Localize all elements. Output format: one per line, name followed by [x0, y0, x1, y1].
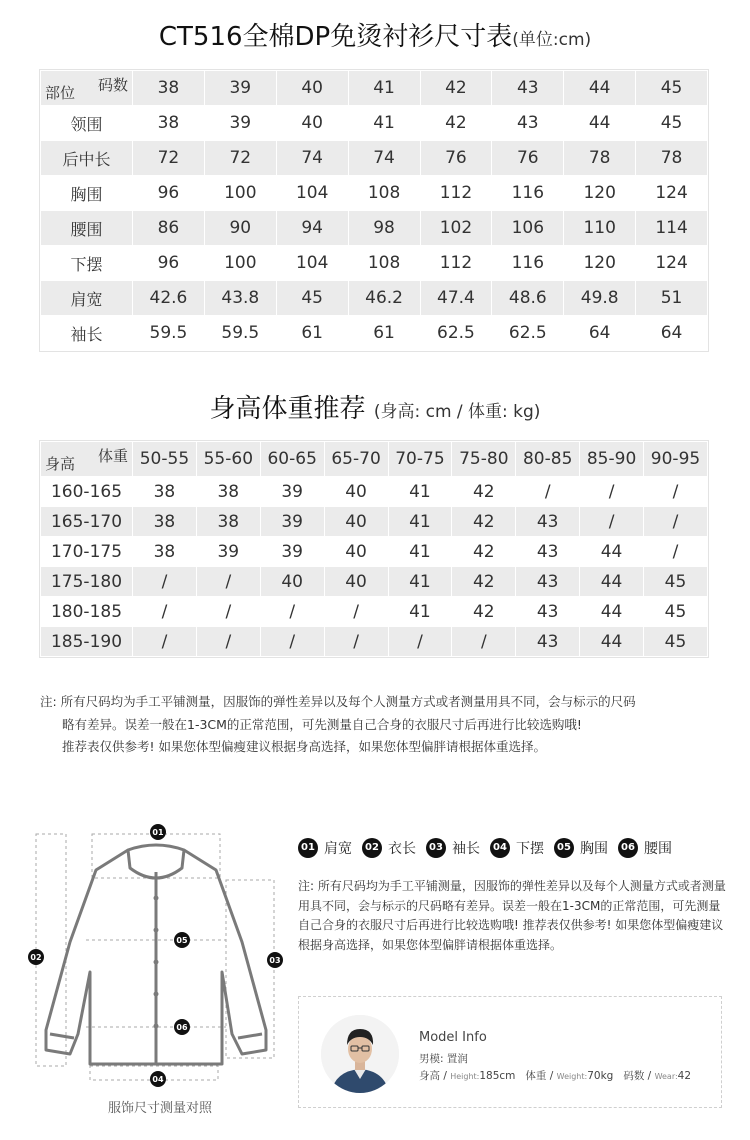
table-cell: 43 [516, 567, 580, 597]
size-header-cell: 43 [492, 71, 564, 106]
row-label: 下摆 [41, 246, 133, 281]
legend-number-badge: 01 [298, 838, 318, 858]
table-cell: / [644, 507, 708, 537]
table-cell: 41 [388, 537, 452, 567]
table-cell: 42 [452, 597, 516, 627]
table-cell: 43 [516, 507, 580, 537]
table-cell: 40 [276, 106, 348, 141]
table-cell: 43 [492, 106, 564, 141]
table-cell: 43 [516, 597, 580, 627]
legend-item [490, 838, 544, 858]
table-cell: 74 [348, 141, 420, 176]
table-cell: 100 [204, 176, 276, 211]
svg-text:05: 05 [176, 936, 188, 945]
table-cell: 108 [348, 246, 420, 281]
table-cell: 124 [636, 246, 708, 281]
row-label: 袖长 [41, 316, 133, 351]
model-info-card [298, 996, 722, 1108]
table-cell: 76 [492, 141, 564, 176]
size-header-cell: 38 [133, 71, 205, 106]
table-row [41, 141, 708, 176]
row-label: 175-180 [41, 567, 133, 597]
table-cell: 41 [388, 507, 452, 537]
marker-03 [267, 952, 283, 968]
table-cell: / [133, 597, 197, 627]
marker-02 [28, 949, 44, 965]
weight-header-cell: 50-55 [133, 442, 197, 477]
size-header-cell: 42 [420, 71, 492, 106]
table-cell: 112 [420, 176, 492, 211]
table-row [41, 176, 708, 211]
height-weight-title: 身高体重推荐 (身高: cm / 体重: kg) [209, 394, 541, 424]
svg-text:03: 03 [269, 956, 281, 965]
legend-label: 下摆 [516, 841, 544, 857]
table-row [41, 627, 708, 657]
corner-weight-label: 体重 [97, 447, 128, 465]
table-cell: 72 [133, 141, 205, 176]
rec-header-row [41, 442, 708, 477]
table-cell: / [324, 627, 388, 657]
table-cell: 76 [420, 141, 492, 176]
table-cell: 116 [492, 176, 564, 211]
table-cell: 94 [276, 211, 348, 246]
table-cell: 39 [196, 537, 260, 567]
marker-04 [150, 1071, 166, 1087]
table-cell: 98 [348, 211, 420, 246]
table-cell: 120 [564, 246, 636, 281]
table-cell: / [260, 627, 324, 657]
table-cell: 45 [644, 627, 708, 657]
table-cell: 61 [348, 316, 420, 351]
table-cell: 96 [133, 246, 205, 281]
row-label: 后中长 [41, 141, 133, 176]
table-row [41, 507, 708, 537]
table-cell: 64 [636, 316, 708, 351]
size-header-cell: 41 [348, 71, 420, 106]
model-photo [321, 1015, 399, 1093]
legend-number-badge: 03 [426, 838, 446, 858]
table-cell: 108 [348, 176, 420, 211]
table-cell: 114 [636, 211, 708, 246]
table-cell: 43 [516, 627, 580, 657]
size-table [40, 70, 708, 351]
legend-number-badge: 04 [490, 838, 510, 858]
table-cell: 47.4 [420, 281, 492, 316]
shirt-measurement-diagram [26, 822, 286, 1094]
table-cell: 49.8 [564, 281, 636, 316]
weight-header-cell: 70-75 [388, 442, 452, 477]
table-cell: 44 [580, 597, 644, 627]
table-cell: / [388, 627, 452, 657]
size-header-row [41, 71, 708, 106]
shirt-outline [46, 845, 266, 1064]
table-cell: 74 [276, 141, 348, 176]
row-label: 腰围 [41, 211, 133, 246]
table-cell: 41 [388, 597, 452, 627]
table-cell: / [260, 597, 324, 627]
table-cell: 86 [133, 211, 205, 246]
table-cell: 78 [564, 141, 636, 176]
table-cell: 59.5 [204, 316, 276, 351]
legend-item [426, 838, 480, 858]
table-cell: 40 [324, 567, 388, 597]
rec-corner-cell [41, 442, 133, 477]
table-row [41, 316, 708, 351]
table-cell: 43 [516, 537, 580, 567]
corner-size-label: 码数 [97, 76, 128, 94]
table-cell: 90 [204, 211, 276, 246]
table-cell: / [196, 597, 260, 627]
marker-06 [174, 1019, 190, 1035]
table-cell: / [133, 567, 197, 597]
table-cell: 38 [196, 507, 260, 537]
table-cell: 40 [324, 507, 388, 537]
row-label: 肩宽 [41, 281, 133, 316]
table-cell: 44 [580, 567, 644, 597]
weight-header-cell: 60-65 [260, 442, 324, 477]
row-label: 180-185 [41, 597, 133, 627]
table-cell: / [580, 507, 644, 537]
weight-header-cell: 80-85 [516, 442, 580, 477]
table-cell: / [324, 597, 388, 627]
measurement-note-secondary: 注: 所有尺码均为手工平铺测量，因服饰的弹性差异以及每个人测量方式或者测量用具不同，会与标示的尺码略有差异。误差一般在1-3CM的正常范围，可先测量自己合身的衣服尺寸后再进行比较选购哦! 推荐表仅供参考! 如果您体型偏瘦建议根据身高选择，如果您体型偏胖请根据体重选择。 [298, 879, 726, 952]
table-cell: 45 [644, 597, 708, 627]
legend-number-badge: 06 [618, 838, 638, 858]
table-cell: 40 [324, 477, 388, 507]
table-cell: 43.8 [204, 281, 276, 316]
size-header-cell: 40 [276, 71, 348, 106]
legend-label: 衣长 [388, 841, 416, 857]
weight-header-cell: 85-90 [580, 442, 644, 477]
table-row [41, 567, 708, 597]
weight-header-cell: 65-70 [324, 442, 388, 477]
table-cell: 64 [564, 316, 636, 351]
table-cell: 40 [324, 537, 388, 567]
size-header-cell: 39 [204, 71, 276, 106]
row-label: 160-165 [41, 477, 133, 507]
table-cell: / [196, 627, 260, 657]
table-cell: / [452, 627, 516, 657]
table-row [41, 281, 708, 316]
table-row [41, 537, 708, 567]
table-row [41, 477, 708, 507]
weight-header-cell: 75-80 [452, 442, 516, 477]
length-guide [36, 834, 66, 1066]
legend-label: 胸围 [580, 841, 608, 857]
model-info-title: Model Info [419, 1030, 487, 1045]
table-cell: 42 [452, 567, 516, 597]
table-cell: 51 [636, 281, 708, 316]
table-row [41, 211, 708, 246]
table-cell: 100 [204, 246, 276, 281]
table-cell: 45 [644, 567, 708, 597]
legend-label: 袖长 [452, 841, 480, 857]
table-cell: 39 [204, 106, 276, 141]
measurement-legend [298, 838, 738, 858]
row-label: 胸围 [41, 176, 133, 211]
size-corner-cell [41, 71, 133, 106]
recommendation-table [40, 441, 708, 657]
legend-number-badge: 02 [362, 838, 382, 858]
table-cell: 46.2 [348, 281, 420, 316]
table-cell: 42 [452, 537, 516, 567]
legend-item [618, 838, 672, 858]
table-cell: 62.5 [420, 316, 492, 351]
table-cell: 41 [388, 567, 452, 597]
legend-number-badge: 05 [554, 838, 574, 858]
row-label: 领围 [41, 106, 133, 141]
svg-text:01: 01 [152, 828, 164, 837]
table-cell: 104 [276, 246, 348, 281]
model-stats: 身高 / Height:185cm 体重 / Weight:70kg 码数 / Wear:42 [419, 1070, 692, 1082]
table-cell: 48.6 [492, 281, 564, 316]
table-cell: 39 [260, 537, 324, 567]
table-cell: 102 [420, 211, 492, 246]
table-row [41, 246, 708, 281]
table-cell: / [196, 567, 260, 597]
table-cell: 78 [636, 141, 708, 176]
svg-text:02: 02 [30, 953, 42, 962]
table-cell: 42 [452, 507, 516, 537]
table-cell: 38 [133, 477, 197, 507]
table-cell: / [516, 477, 580, 507]
table-cell: / [133, 627, 197, 657]
table-cell: 44 [580, 627, 644, 657]
table-cell: 45 [636, 106, 708, 141]
weight-header-cell: 90-95 [644, 442, 708, 477]
table-cell: 44 [580, 537, 644, 567]
table-cell: / [580, 477, 644, 507]
table-cell: 42 [452, 477, 516, 507]
svg-text:06: 06 [176, 1023, 188, 1032]
table-cell: 41 [348, 106, 420, 141]
legend-label: 腰围 [644, 841, 672, 857]
table-cell: 38 [133, 106, 205, 141]
table-cell: 104 [276, 176, 348, 211]
table-cell: 44 [564, 106, 636, 141]
table-cell: 62.5 [492, 316, 564, 351]
table-cell: 110 [564, 211, 636, 246]
table-cell: 120 [564, 176, 636, 211]
table-cell: 39 [260, 507, 324, 537]
table-row [41, 597, 708, 627]
table-cell: 39 [260, 477, 324, 507]
size-chart-title: CT516全棉DP免烫衬衫尺寸表(单位:cm) [158, 22, 592, 52]
table-cell: 42.6 [133, 281, 205, 316]
row-label: 170-175 [41, 537, 133, 567]
corner-part-label: 部位 [45, 84, 76, 102]
table-cell: 72 [204, 141, 276, 176]
size-header-cell: 44 [564, 71, 636, 106]
model-name: 男模: 置润 [419, 1053, 468, 1065]
table-cell: 116 [492, 246, 564, 281]
model-avatar [321, 1015, 399, 1093]
legend-item [298, 838, 352, 858]
table-cell: / [644, 477, 708, 507]
table-cell: 40 [260, 567, 324, 597]
table-cell: / [644, 537, 708, 567]
table-cell: 41 [388, 477, 452, 507]
marker-05 [174, 932, 190, 948]
legend-item [362, 838, 416, 858]
table-cell: 59.5 [133, 316, 205, 351]
legend-item [554, 838, 608, 858]
table-cell: 112 [420, 246, 492, 281]
size-header-cell: 45 [636, 71, 708, 106]
table-cell: 45 [276, 281, 348, 316]
diagram-caption: 服饰尺寸测量对照 [107, 1101, 212, 1116]
row-label: 165-170 [41, 507, 133, 537]
table-row [41, 106, 708, 141]
table-cell: 106 [492, 211, 564, 246]
shoulder-guide [92, 834, 220, 878]
legend-label: 肩宽 [324, 841, 352, 857]
table-cell: 124 [636, 176, 708, 211]
corner-height-label: 身高 [45, 455, 76, 473]
row-label: 185-190 [41, 627, 133, 657]
marker-01 [150, 824, 166, 840]
table-cell: 38 [196, 477, 260, 507]
svg-text:04: 04 [152, 1075, 164, 1084]
measurement-note: 注: 所有尺码均为手工平铺测量，因服饰的弹性差异以及每个人测量方式或者测量用具不同，会与标示的尺码 略有差异。误差一般在1-3CM的正常范围，可先测量自己合身的衣服尺寸后再进行比较选购哦! 推荐表仅供参考! 如果您体型偏瘦建议根据身高选择，如果您体型偏胖请根据体重选择。 [40, 694, 636, 754]
table-cell: 61 [276, 316, 348, 351]
weight-header-cell: 55-60 [196, 442, 260, 477]
table-cell: 38 [133, 537, 197, 567]
table-cell: 38 [133, 507, 197, 537]
table-cell: 96 [133, 176, 205, 211]
table-cell: 42 [420, 106, 492, 141]
